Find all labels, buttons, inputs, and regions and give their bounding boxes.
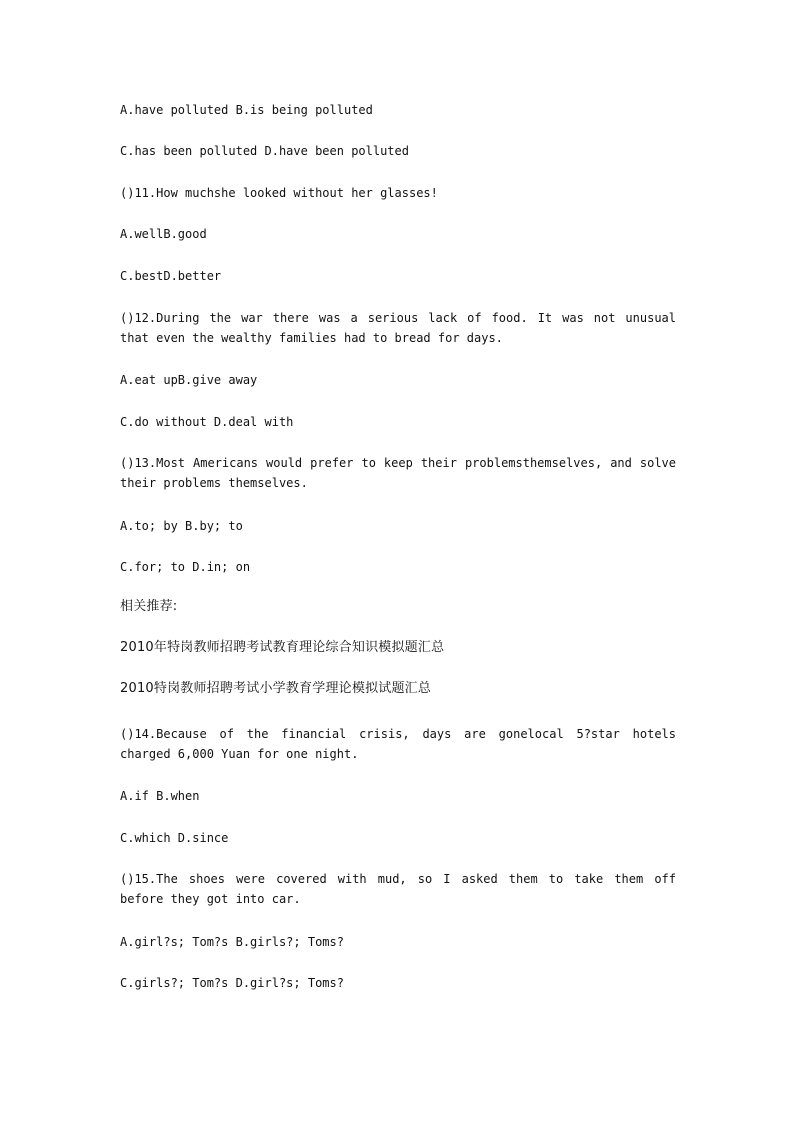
option-line-q12-cd: C.do without D.deal with [120, 415, 294, 429]
related-link-1[interactable]: 2010年特岗教师招聘考试教育理论综合知识模拟题汇总 [120, 640, 445, 655]
option-line-q10-cd: C.has been polluted D.have been polluted [120, 144, 409, 158]
option-line-q12-ab: A.eat upB.give away [120, 373, 258, 387]
question-11: ()11.How muchshe looked without her glasses! [120, 186, 438, 200]
related-heading: 相关推荐: [120, 599, 178, 614]
related-link-2[interactable]: 2010特岗教师招聘考试小学教育学理论模拟试题汇总 [120, 681, 432, 696]
option-line-q10-ab: A.have polluted B.is being polluted [120, 103, 373, 117]
option-line-q13-ab: A.to; by B.by; to [120, 519, 243, 533]
option-line-q14-ab: A.if B.when [120, 789, 200, 803]
option-line-q11-ab: A.wellB.good [120, 227, 207, 241]
question-14: ()14.Because of the financial crisis, days are gonelocal 5?star hotels charged 6,000 Yuan for one night. [120, 727, 676, 761]
option-line-q15-ab: A.girl?s; Tom?s B.girls?; Toms? [120, 935, 344, 949]
option-line-q11-cd: C.bestD.better [120, 269, 222, 283]
question-15: ()15.The shoes were covered with mud, so I asked them to take them off before they got into car. [120, 872, 676, 906]
question-12: ()12.During the war there was a serious lack of food. It was not unusual that even the wealthy families had to bread for days. [120, 311, 676, 345]
option-line-q14-cd: C.which D.since [120, 831, 229, 845]
option-line-q15-cd: C.girls?; Tom?s D.girl?s; Toms? [120, 976, 344, 990]
option-line-q13-cd: C.for; to D.in; on [120, 560, 251, 574]
question-13: ()13.Most Americans would prefer to keep their problemsthemselves, and solve their problems themselves. [120, 456, 676, 490]
